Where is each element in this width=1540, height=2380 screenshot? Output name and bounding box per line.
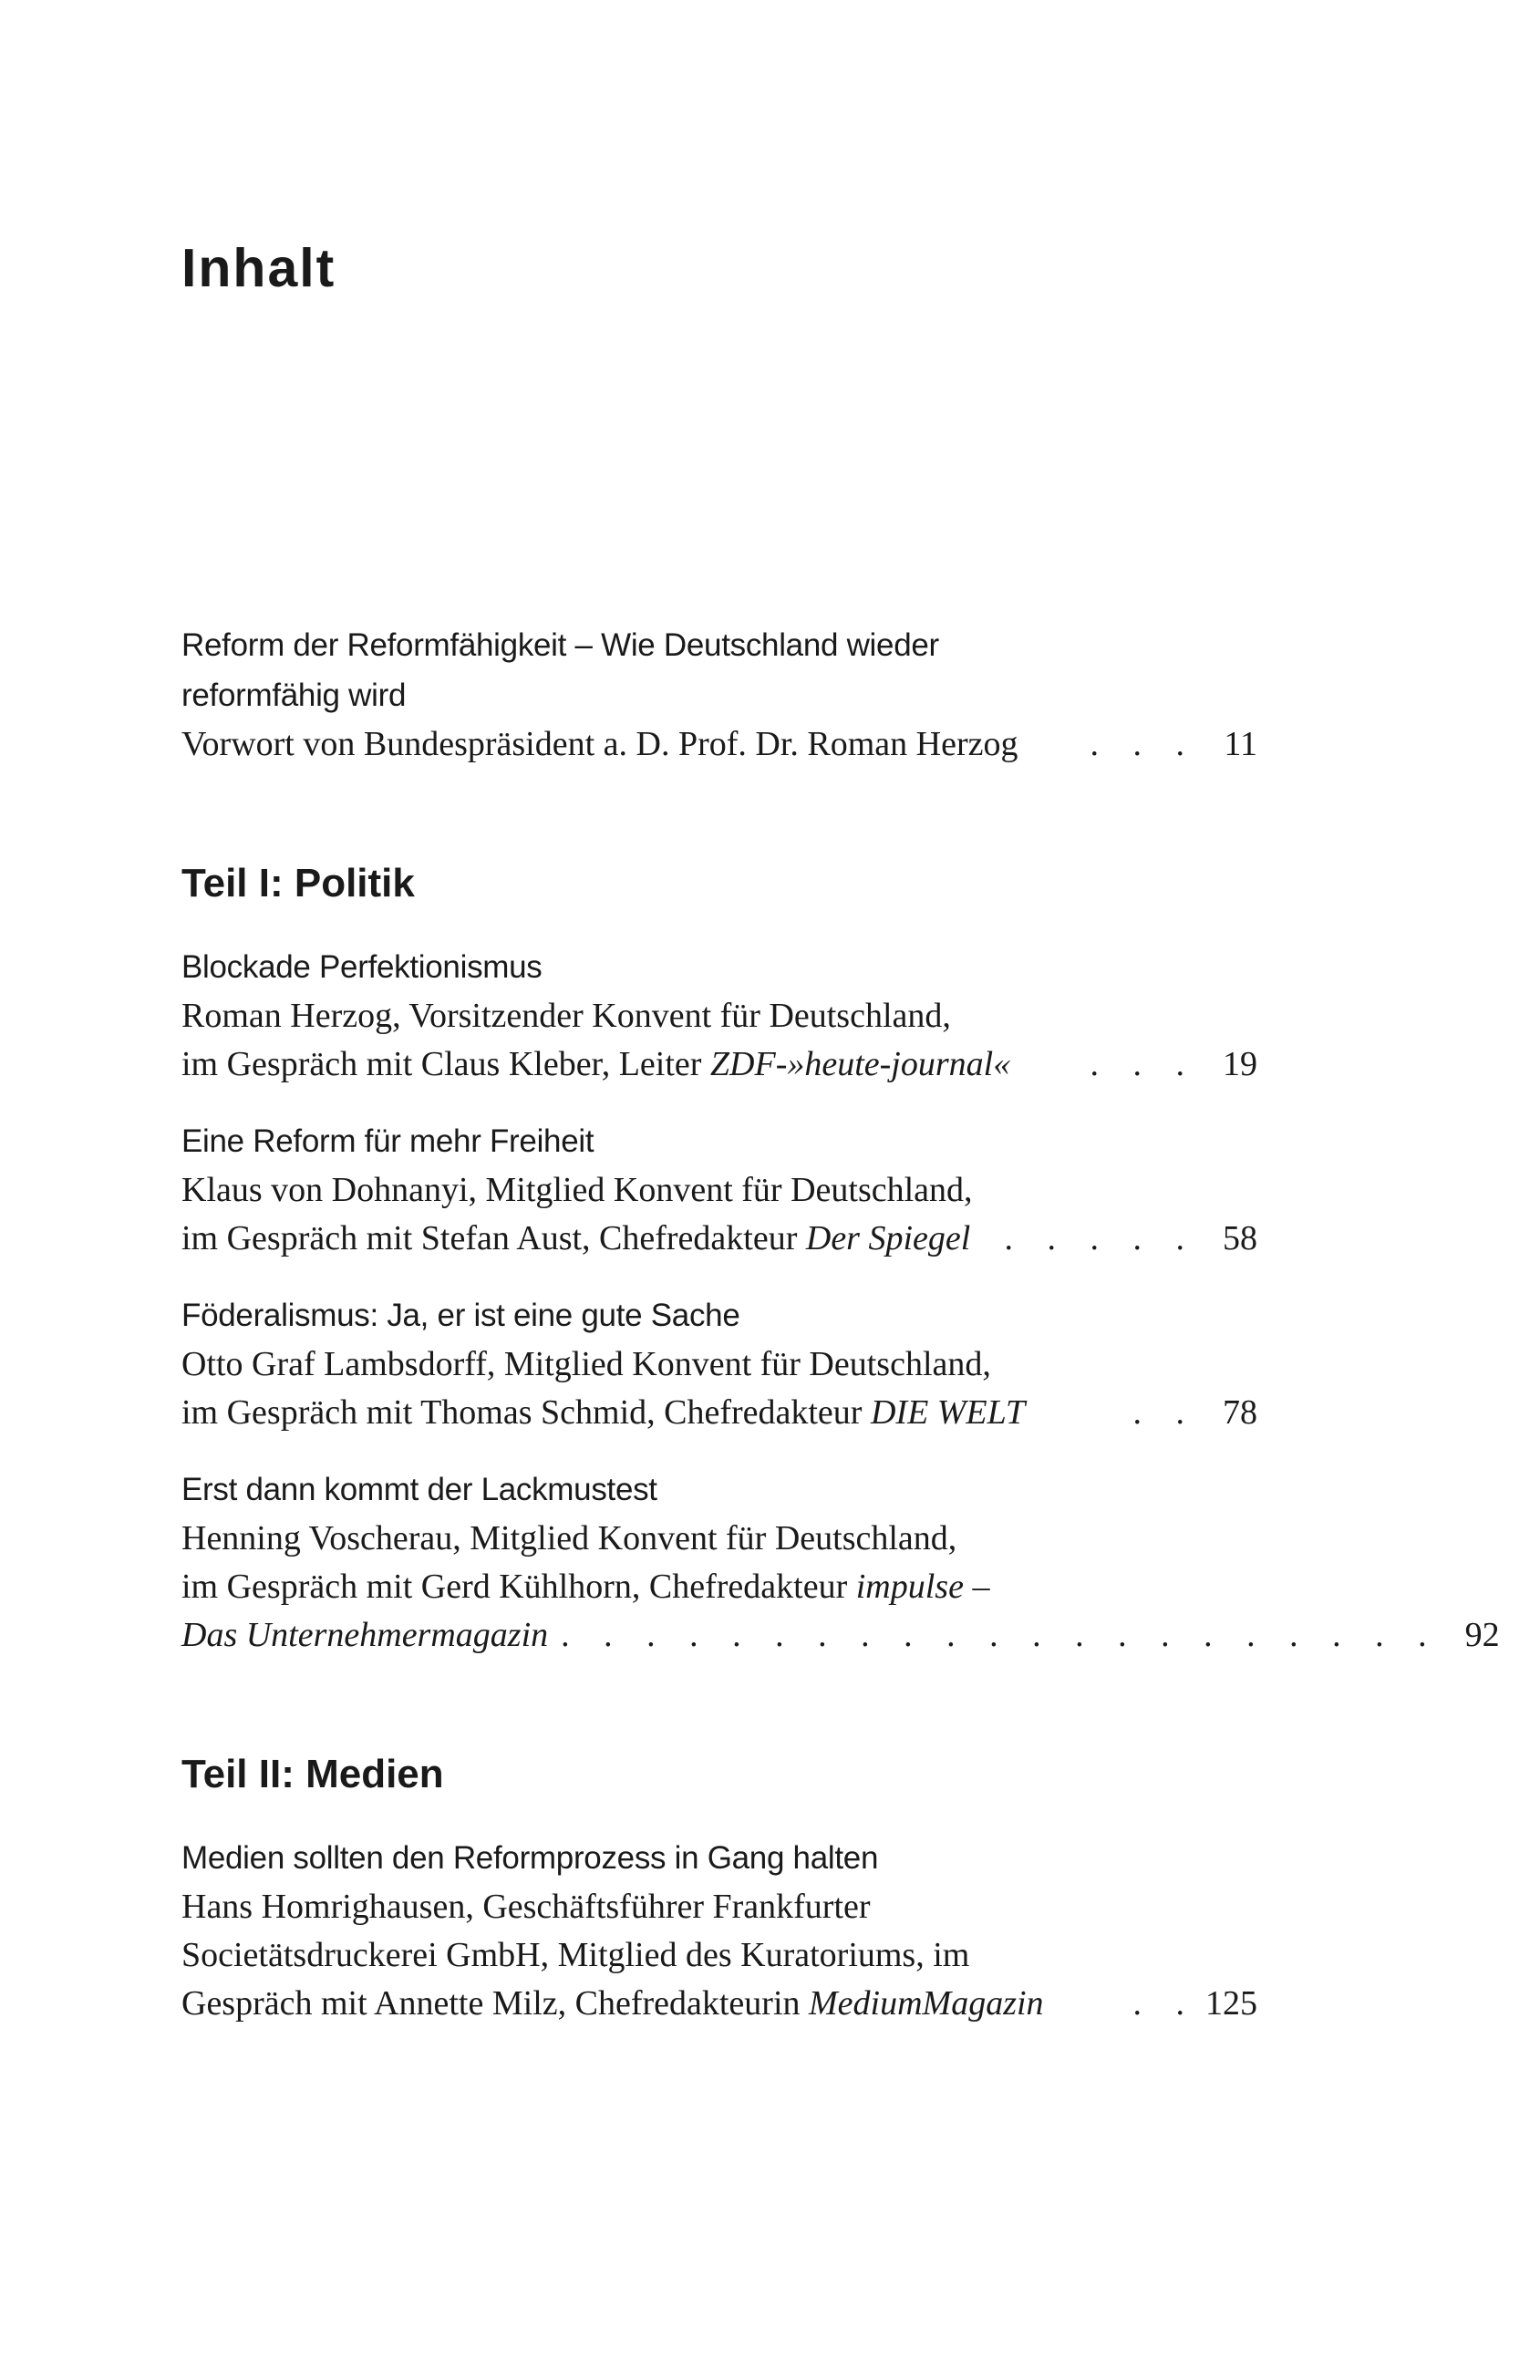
publication-name: DIE WELT <box>870 1393 1026 1432</box>
dot-leader: . . . . . . . . . . . . . . . . . . . . . <box>561 1616 1440 1654</box>
page-heading: Inhalt <box>181 238 336 298</box>
entry-title: Föderalismus: Ja, er ist eine gute Sache <box>181 1298 740 1333</box>
entry-title: Erst dann kommt der Lackmustest <box>181 1472 657 1507</box>
entry-author-text: Vorwort von Bundespräsident a. D. Prof. Dr. Roman Herzog <box>181 725 1018 763</box>
entry-title: Medien sollten den Reformprozess in Gang halten <box>181 1840 879 1876</box>
page-number: 78 <box>1223 1393 1257 1432</box>
entry-line: Roman Herzog, Vorsitzender Konvent für Deutschland, <box>181 997 951 1035</box>
entry-text-plain: Gespräch mit Annette Milz, Chefredakteurin <box>181 1984 810 2023</box>
publication-name: MediumMagazin <box>809 1984 1044 2023</box>
entry-line <box>181 720 1257 769</box>
page-number: 125 <box>1205 1984 1257 2023</box>
entry-text-plain: im Gespräch mit Gerd Kühlhorn, Chefredakteur <box>181 1568 856 1606</box>
entry-title: Reform der Reformfähigkeit – Wie Deutschland wieder <box>181 627 939 663</box>
entry-text-plain: im Gespräch mit Thomas Schmid, Chefredakteur <box>181 1393 871 1432</box>
page-number: 19 <box>1223 1045 1257 1083</box>
toc-entry <box>181 1116 1257 1263</box>
entry-line <box>181 1040 1257 1089</box>
toc-entry <box>181 1464 1500 1660</box>
toc-entry-preface <box>181 620 1257 769</box>
entry-line <box>181 1980 1257 2028</box>
entry-text <box>181 1980 1044 2028</box>
page-number: 11 <box>1224 725 1257 763</box>
entry-title: Blockade Perfektionismus <box>181 949 543 985</box>
toc-entry <box>181 1833 1257 2028</box>
dot-leader: . . . <box>1090 725 1197 763</box>
entry-line <box>181 1611 1500 1660</box>
publication-name-continued: Das Unternehmermagazin <box>181 1616 549 1654</box>
entry-text-dash: – <box>963 1568 990 1606</box>
toc-entry <box>181 1290 1257 1437</box>
dot-leader: . . . <box>1090 1045 1197 1083</box>
section-title-part1: Teil I: Politik <box>181 861 415 905</box>
entry-line <box>181 1389 1257 1437</box>
entry-line <box>181 1215 1257 1263</box>
publication-name: Der Spiegel <box>805 1219 971 1257</box>
dot-leader: . . <box>1132 1984 1197 2023</box>
publication-name: ZDF-»heute-journal« <box>709 1045 1011 1083</box>
entry-title-continued: reformfähig wird <box>181 678 407 713</box>
toc-entry <box>181 942 1257 1089</box>
entry-line: Societätsdruckerei GmbH, Mitglied des Kuratoriums, im <box>181 1936 970 1974</box>
entry-line <box>181 1563 1257 1611</box>
entry-line: Hans Homrighausen, Geschäftsführer Frankfurter <box>181 1888 871 1926</box>
table-of-contents <box>181 620 1500 2028</box>
dot-leader: . . . . . <box>1004 1219 1197 1257</box>
section-title-part2: Teil II: Medien <box>181 1752 444 1796</box>
page-number: 92 <box>1464 1616 1500 1654</box>
entry-text <box>181 1215 970 1263</box>
page-number: 58 <box>1223 1219 1257 1257</box>
entry-text-plain: im Gespräch mit Claus Kleber, Leiter <box>181 1045 710 1083</box>
entry-text-plain: im Gespräch mit Stefan Aust, Chefredakteur <box>181 1219 806 1257</box>
dot-leader: . . <box>1132 1393 1197 1432</box>
entry-title: Eine Reform für mehr Freiheit <box>181 1123 594 1159</box>
entry-text <box>181 1389 1025 1437</box>
entry-line: Henning Voscherau, Mitglied Konvent für Deutschland, <box>181 1519 957 1557</box>
entry-line: Otto Graf Lambsdorff, Mitglied Konvent für Deutschland, <box>181 1345 991 1383</box>
entry-text <box>181 1040 1010 1089</box>
entry-line: Klaus von Dohnanyi, Mitglied Konvent für Deutschland, <box>181 1171 973 1209</box>
publication-name: impulse <box>855 1568 964 1606</box>
